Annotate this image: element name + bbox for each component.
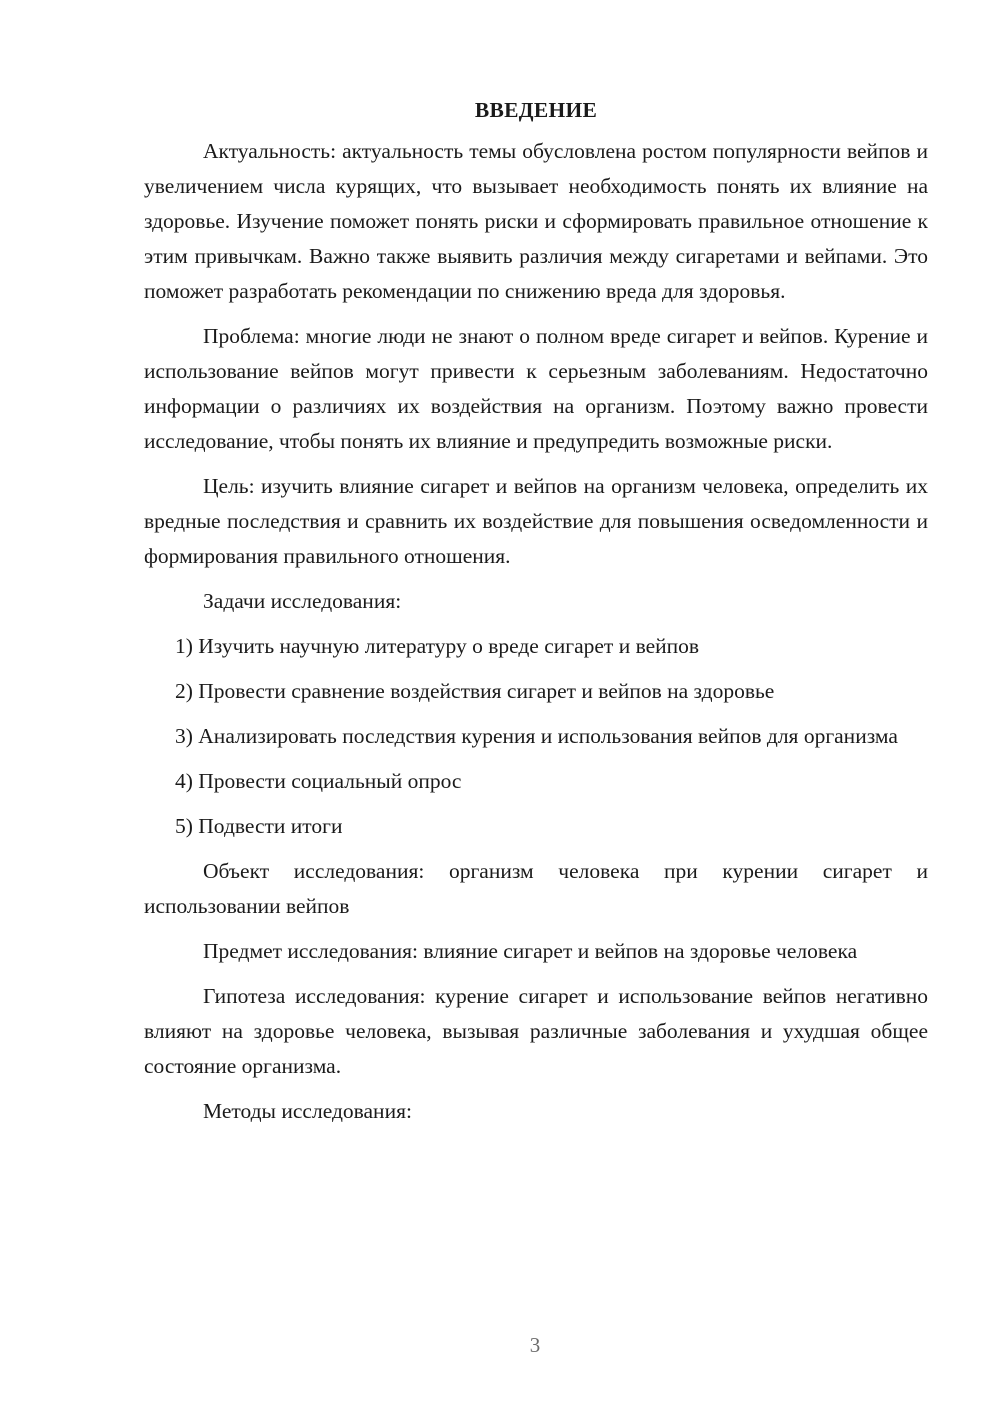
- paragraph-tasks-heading: Задачи исследования:: [203, 589, 402, 613]
- paragraph-hypothesis: Гипотеза исследования: курение сигарет и использование вейпов негативно влияют на здоровье человека, вызывая различные заболевания и ухудшая общее состояние организма.: [144, 984, 928, 1078]
- paragraph-methods-heading: Методы исследования:: [203, 1099, 412, 1123]
- list-item: 2) Провести сравнение воздействия сигарет и вейпов на здоровье: [175, 679, 775, 703]
- paragraph-goal: Цель: изучить влияние сигарет и вейпов на организм человека, определить их вредные последствия и сравнить их воздействие для повышения осведомленности и формирования правильного отношения.: [144, 474, 928, 568]
- list-item: 4) Провести социальный опрос: [175, 769, 462, 793]
- page-content: [144, 93, 928, 1139]
- list-item: 5) Подвести итоги: [175, 814, 343, 838]
- section-title: ВВЕДЕНИЕ: [474, 98, 598, 122]
- list-item: 3) Анализировать последствия курения и использования вейпов для организма: [175, 724, 898, 748]
- paragraph-object: Объект исследования: организм человека при курении сигарет и использовании вейпов: [144, 859, 928, 918]
- paragraph-problem: Проблема: многие люди не знают о полном вреде сигарет и вейпов. Курение и использование вейпов могут привести к серьезным заболеваниям. Недостаточно информации о различиях их воздействия на организм. Поэтому важно провести исследование, чтобы понять их влияние и предупредить возможные риски.: [144, 324, 928, 453]
- paragraph-relevance: Актуальность: актуальность темы обусловлена ростом популярности вейпов и увеличением числа курящих, что вызывает необходимость понять их влияние на здоровье. Изучение поможет понять риски и сформировать правильное отношение к этим привычкам. Важно также выявить различия между сигаретами и вейпами. Это поможет разработать рекомендации по снижению вреда для здоровья.: [144, 139, 928, 303]
- paragraph-subject: Предмет исследования: влияние сигарет и вейпов на здоровье человека: [203, 939, 858, 963]
- list-item: 1) Изучить научную литературу о вреде сигарет и вейпов: [175, 634, 700, 658]
- page-number: 3: [529, 1333, 541, 1357]
